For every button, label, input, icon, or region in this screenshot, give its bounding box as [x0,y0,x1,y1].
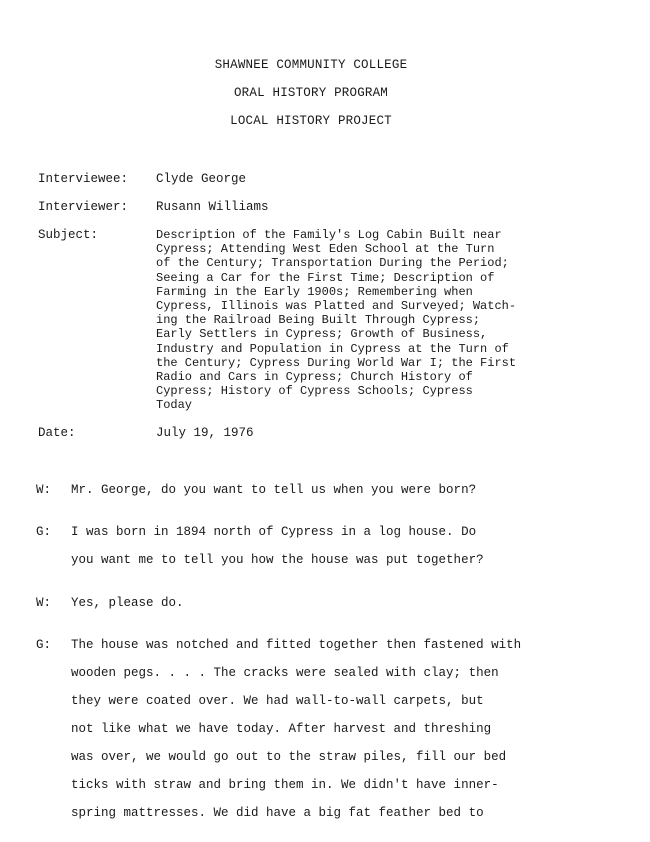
interviewee-label: Interviewee: [38,172,129,186]
transcript-line: ticks with straw and bring them in. We didn't have inner- [71,778,499,792]
subject-line: Industry and Population in Cypress at the Turn of [156,341,509,356]
speaker-label: G: [36,525,52,539]
interviewer-label: Interviewer: [38,200,129,214]
transcript-line: wooden pegs. . . . The cracks were sealed with clay; then [71,666,499,680]
transcript-line: Mr. George, do you want to tell us when you were born? [71,483,477,497]
subject-line: Seeing a Car for the First Time; Description of [156,270,495,285]
transcript-line: you want me to tell you how the house was put together? [71,553,484,567]
header-program: ORAL HISTORY PROGRAM [233,86,389,100]
subject-line: Description of the Family's Log Cabin Built near [156,228,502,242]
subject-line: of the Century; Transportation During the Period; [156,256,509,271]
subject-line: Farming in the Early 1900s; Remembering when [156,284,473,299]
date-value: July 19, 1976 [156,426,254,440]
speaker-label: W: [36,483,52,497]
subject-line: the Century; Cypress During World War I; the First [156,355,517,370]
transcript-line: Yes, please do. [71,596,184,610]
transcript-line: spring mattresses. We did have a big fat feather bed to [71,806,484,820]
transcript-line: they were coated over. We had wall-to-wall carpets, but [71,694,484,708]
transcript-line: not like what we have today. After harvest and threshing [71,722,492,736]
date-label: Date: [38,426,76,440]
transcript-line: was over, we would go out to the straw piles, fill our bed [71,750,507,764]
interviewer-value: Rusann Williams [156,200,269,214]
subject-line: Cypress, Illinois was Platted and Surveyed; Watch- [156,299,517,314]
transcript-line: The house was notched and fitted together then fastened with [71,638,522,652]
subject-text [156,228,596,413]
interviewee-value: Clyde George [156,172,247,186]
transcript-line: I was born in 1894 north of Cypress in a log house. Do [71,525,477,539]
subject-line: Early Settlers in Cypress; Growth of Business, [156,327,488,342]
subject-line: Radio and Cars in Cypress; Church History of [156,370,473,385]
subject-label: Subject: [38,228,99,242]
subject-line: Cypress; History of Cypress Schools; Cypress [156,384,473,399]
header-project: LOCAL HISTORY PROJECT [230,114,392,128]
subject-line: Today [156,398,193,413]
speaker-label: G: [36,638,52,652]
header-college: SHAWNEE COMMUNITY COLLEGE [214,58,408,72]
subject-line: ing the Railroad Being Built Through Cypress; [156,313,481,328]
subject-line: Cypress; Attending West Eden School at the Turn [156,242,495,257]
speaker-label: W: [36,596,52,610]
